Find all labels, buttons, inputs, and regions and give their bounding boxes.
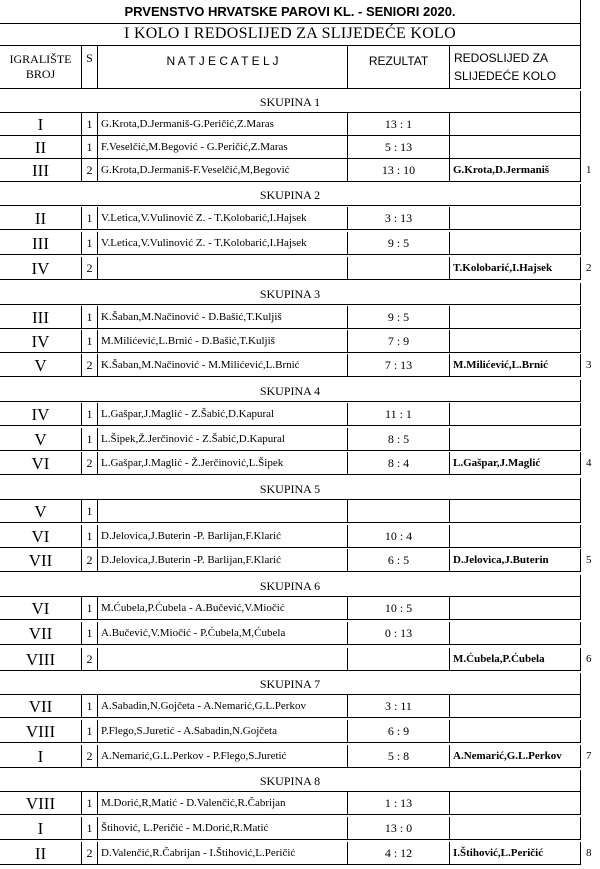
table-row <box>0 232 600 255</box>
players-cell: K.Šaban,M.Načinović - D.Bašić,T.Kuljiš <box>98 306 348 329</box>
next-round-cell <box>450 525 581 548</box>
players-cell: Štihović, L.Peričić - M.Dorić,R.Matić <box>98 817 348 840</box>
next-round-cell <box>450 792 581 815</box>
result-cell: 5 : 13 <box>348 136 450 159</box>
result-cell: 13 : 1 <box>348 113 450 136</box>
next-round-cell: G.Krota,D.Jermaniš <box>450 159 581 182</box>
header-s <box>82 45 98 89</box>
next-round-cell <box>450 136 581 159</box>
players-cell: P.Flego,S.Juretić - A.Sabadin,N.Gojčeta <box>98 720 348 743</box>
group-header: SKUPINA 4 <box>0 380 581 402</box>
players-cell: A.Sabadin,N.Gojčeta - A.Nemarić,G.L.Perkov <box>98 695 348 718</box>
result-cell: 6 : 5 <box>348 549 450 572</box>
group-header: SKUPINA 1 <box>0 91 581 113</box>
court-cell: I <box>0 113 82 136</box>
result-cell <box>348 648 450 671</box>
court-cell: VIII <box>0 720 82 743</box>
rank-number: 2 <box>586 262 592 274</box>
table-row <box>0 720 600 743</box>
table-row <box>0 354 600 377</box>
result-cell: 5 : 8 <box>348 745 450 768</box>
group-header: SKUPINA 3 <box>0 283 581 305</box>
players-cell: V.Letica,V.Vulinović Z. - T.Kolobarić,I.Hajsek <box>98 232 348 255</box>
result-cell: 9 : 5 <box>348 306 450 329</box>
header-players-label: N A T J E C A T E L J <box>166 54 279 68</box>
rank-number: 4 <box>586 457 592 469</box>
rank-number: 6 <box>586 653 592 665</box>
s-cell: 2 <box>82 452 98 475</box>
s-cell: 1 <box>82 792 98 815</box>
court-cell: IV <box>0 403 82 426</box>
page-title: PRVENSTVO HRVATSKE PAROVI KL. - SENIORI 2020. <box>0 0 581 24</box>
result-cell: 13 : 0 <box>348 817 450 840</box>
header-result-label: REZULTAT <box>368 54 429 68</box>
next-round-cell <box>450 622 581 645</box>
s-cell: 1 <box>82 597 98 620</box>
s-cell: 1 <box>82 622 98 645</box>
rank-number: 1 <box>586 164 592 176</box>
s-cell: 2 <box>82 354 98 377</box>
s-cell: 2 <box>82 842 98 865</box>
table-row <box>0 207 600 230</box>
next-round-cell: L.Gašpar,J.Maglić <box>450 452 581 475</box>
s-cell: 1 <box>82 817 98 840</box>
players-cell <box>98 257 348 280</box>
next-round-cell <box>450 232 581 255</box>
page-subtitle: I KOLO I REDOSLIJED ZA SLIJEDEĆE KOLO <box>0 23 581 46</box>
players-cell: F.Veselčić,M.Begović - G.Peričić,Z.Maras <box>98 136 348 159</box>
players-cell: L.Gašpar,J.Maglić - Ž.Jerčinović,L.Šipek <box>98 452 348 475</box>
players-cell: A.Nemarić,G.L.Perkov - P.Flego,S.Juretić <box>98 745 348 768</box>
s-cell: 2 <box>82 549 98 572</box>
players-cell <box>98 648 348 671</box>
table-row <box>0 525 600 548</box>
next-round-cell: M.Ćubela,P.Ćubela <box>450 648 581 671</box>
rank-number: 7 <box>586 750 592 762</box>
result-cell <box>348 257 450 280</box>
court-cell: II <box>0 207 82 230</box>
table-row <box>0 549 600 572</box>
result-cell: 6 : 9 <box>348 720 450 743</box>
players-cell: K.Šaban,M.Načinović - M.Milićević,L.Brnić <box>98 354 348 377</box>
next-round-cell <box>450 500 581 523</box>
players-cell: L.Gašpar,J.Maglić - Z.Šabić,D.Kapural <box>98 403 348 426</box>
group-header: SKUPINA 6 <box>0 575 581 597</box>
result-cell: 4 : 12 <box>348 842 450 865</box>
result-cell: 1 : 13 <box>348 792 450 815</box>
header-court <box>0 45 82 89</box>
next-round-cell <box>450 597 581 620</box>
next-round-cell <box>450 695 581 718</box>
court-cell: VII <box>0 549 82 572</box>
next-round-cell: A.Nemarić,G.L.Perkov <box>450 745 581 768</box>
court-cell: VIII <box>0 648 82 671</box>
players-cell: V.Letica,V.Vulinović Z. - T.Kolobarić,I.Hajsek <box>98 207 348 230</box>
court-cell: V <box>0 354 82 377</box>
players-cell: D.Jelovica,J.Buterin -P. Barlijan,F.Klarić <box>98 525 348 548</box>
table-row <box>0 622 600 645</box>
court-cell: I <box>0 817 82 840</box>
players-cell: A.Bučević,V.Miočić - P.Ćubela,M,Ćubela <box>98 622 348 645</box>
s-cell: 1 <box>82 720 98 743</box>
table-row <box>0 159 600 182</box>
court-cell: VI <box>0 452 82 475</box>
players-cell: M.Milićević,L.Brnić - D.Bašić,T.Kuljiš <box>98 330 348 353</box>
group-header: SKUPINA 5 <box>0 478 581 500</box>
court-cell: VII <box>0 695 82 718</box>
header-players <box>98 45 348 89</box>
players-cell <box>98 500 348 523</box>
header-s-label: S <box>86 51 93 65</box>
group-header: SKUPINA 8 <box>0 770 581 792</box>
result-cell: 10 : 4 <box>348 525 450 548</box>
s-cell: 1 <box>82 232 98 255</box>
rank-number: 8 <box>586 847 592 859</box>
court-cell: II <box>0 842 82 865</box>
s-cell: 2 <box>82 159 98 182</box>
players-cell: M.Dorić,R,Matić - D.Valenčić,R.Čabrijan <box>98 792 348 815</box>
s-cell: 2 <box>82 745 98 768</box>
result-cell: 9 : 5 <box>348 232 450 255</box>
s-cell: 1 <box>82 113 98 136</box>
next-round-cell <box>450 113 581 136</box>
result-cell: 13 : 10 <box>348 159 450 182</box>
next-round-cell: D.Jelovica,J.Buterin <box>450 549 581 572</box>
s-cell: 1 <box>82 525 98 548</box>
result-cell: 0 : 13 <box>348 622 450 645</box>
next-round-cell <box>450 720 581 743</box>
court-cell: VI <box>0 525 82 548</box>
next-round-cell: M.Milićević,L.Brnić <box>450 354 581 377</box>
next-round-cell: T.Kolobarić,I.Hajsek <box>450 257 581 280</box>
court-cell: V <box>0 500 82 523</box>
table-row <box>0 792 600 815</box>
result-cell: 10 : 5 <box>348 597 450 620</box>
court-cell: III <box>0 159 82 182</box>
result-cell: 7 : 13 <box>348 354 450 377</box>
court-cell: I <box>0 745 82 768</box>
table-row <box>0 745 600 768</box>
players-cell: D.Jelovica,J.Buterin -P. Barlijan,F.Klarić <box>98 549 348 572</box>
table-row <box>0 113 600 136</box>
table-row <box>0 648 600 671</box>
table-row <box>0 817 600 840</box>
table-row <box>0 136 600 159</box>
court-cell: VI <box>0 597 82 620</box>
court-cell: III <box>0 232 82 255</box>
table-row <box>0 500 600 523</box>
court-cell: II <box>0 136 82 159</box>
result-cell: 3 : 13 <box>348 207 450 230</box>
result-cell: 11 : 1 <box>348 403 450 426</box>
header-next <box>450 45 581 89</box>
next-round-cell <box>450 403 581 426</box>
court-cell: V <box>0 428 82 451</box>
players-cell: G.Krota,D.Jermaniš-G.Peričić,Z.Maras <box>98 113 348 136</box>
s-cell: 1 <box>82 403 98 426</box>
s-cell: 1 <box>82 428 98 451</box>
rank-number: 5 <box>586 554 592 566</box>
s-cell: 1 <box>82 695 98 718</box>
s-cell: 1 <box>82 306 98 329</box>
players-cell: L.Šipek,Ž.Jerčinović - Z.Šabić,D.Kapural <box>98 428 348 451</box>
next-round-cell <box>450 330 581 353</box>
header-next-label: REDOSLIJED ZA SLIJEDEĆE KOLO <box>454 50 557 83</box>
s-cell: 1 <box>82 136 98 159</box>
group-header: SKUPINA 2 <box>0 184 581 206</box>
players-cell: M.Ćubela,P.Ćubela - A.Bučević,V.Miočić <box>98 597 348 620</box>
table-row <box>0 306 600 329</box>
group-header: SKUPINA 7 <box>0 673 581 695</box>
result-cell: 8 : 4 <box>348 452 450 475</box>
next-round-cell <box>450 306 581 329</box>
s-cell: 1 <box>82 207 98 230</box>
table-row <box>0 452 600 475</box>
result-cell: 7 : 9 <box>348 330 450 353</box>
s-cell: 1 <box>82 500 98 523</box>
rank-number: 3 <box>586 359 592 371</box>
table-row <box>0 428 600 451</box>
table-row <box>0 695 600 718</box>
court-cell: IV <box>0 330 82 353</box>
table-row <box>0 842 600 865</box>
s-cell: 1 <box>82 330 98 353</box>
players-cell: G.Krota,D.Jermaniš-F.Veselčić,M,Begović <box>98 159 348 182</box>
next-round-cell <box>450 428 581 451</box>
court-cell: VII <box>0 622 82 645</box>
s-cell: 2 <box>82 648 98 671</box>
header-result <box>348 45 450 89</box>
court-cell: VIII <box>0 792 82 815</box>
table-row <box>0 330 600 353</box>
table-row <box>0 403 600 426</box>
court-cell: III <box>0 306 82 329</box>
players-cell: D.Valenčić,R.Čabrijan - I.Štihović,L.Peričić <box>98 842 348 865</box>
court-cell: IV <box>0 257 82 280</box>
s-cell: 2 <box>82 257 98 280</box>
table-row <box>0 257 600 280</box>
next-round-cell <box>450 207 581 230</box>
result-cell <box>348 500 450 523</box>
result-cell: 3 : 11 <box>348 695 450 718</box>
next-round-cell: I.Štihović,L.Peričić <box>450 842 581 865</box>
header-court-label: IGRALIŠTE BROJ <box>9 51 72 81</box>
result-cell: 8 : 5 <box>348 428 450 451</box>
next-round-cell <box>450 817 581 840</box>
table-row <box>0 597 600 620</box>
